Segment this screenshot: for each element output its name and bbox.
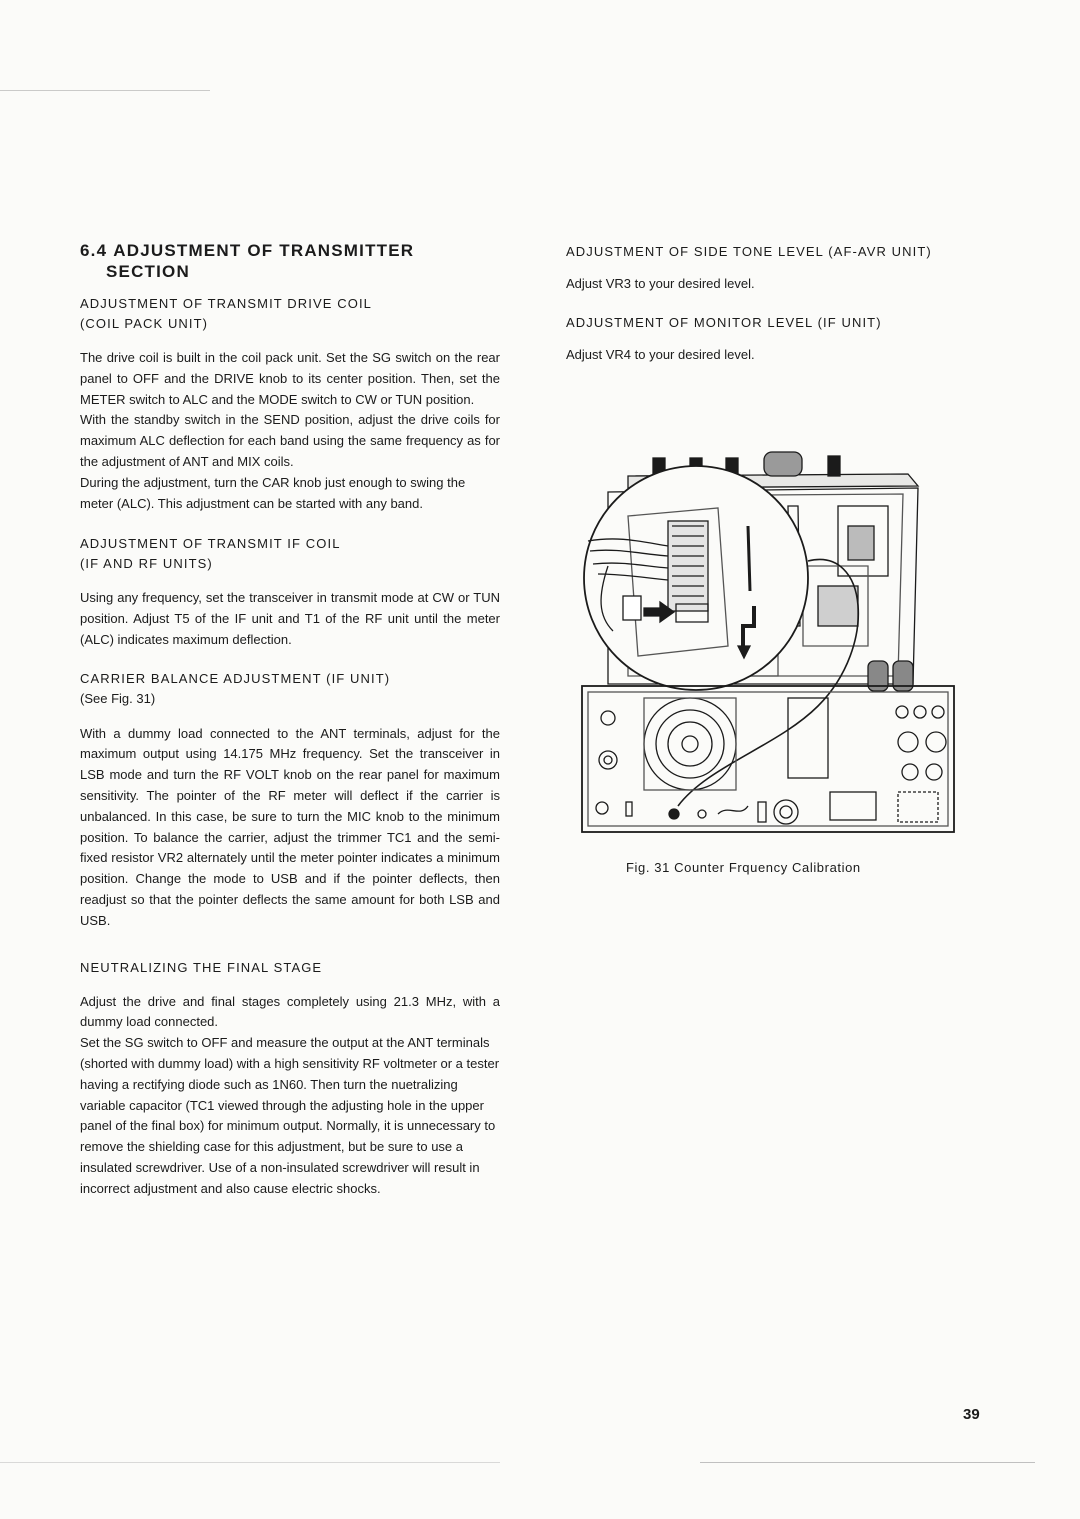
drive-coil-paragraph-1: The drive coil is built in the coil pack unit. Set the SG switch on the rear panel to OFF and the DRIVE knob to its center position. Then, set the METER switch to ALC and the MODE switch to CW or TUN position. xyxy=(80,350,500,407)
left-column xyxy=(80,240,500,1200)
scan-artifact-bottom-left xyxy=(0,1462,500,1463)
if-coil-heading: ADJUSTMENT OF TRANSMIT IF COIL (IF AND RF UNITS) xyxy=(80,536,341,572)
drive-coil-paragraph-2: With the standby switch in the SEND position, adjust the drive coils for maximum ALC deflection for each band using the same frequency as for the adjustment of ANT and MIX coils. xyxy=(80,412,500,469)
monitor-heading: ADJUSTMENT OF MONITOR LEVEL (IF UNIT) xyxy=(566,314,882,330)
drive-coil-paragraph-3: During the adjustment, turn the CAR knob just enough to swing the meter (ALC). This adjustment can be started with any band. xyxy=(80,474,466,511)
side-tone-heading: ADJUSTMENT OF SIDE TONE LEVEL (AF-AVR UNIT) xyxy=(566,244,932,259)
drive-coil-heading: ADJUSTMENT OF TRANSMIT DRIVE COIL (COIL PACK UNIT) xyxy=(80,296,372,331)
carrier-balance-body xyxy=(80,724,500,932)
if-coil-paragraph-1: Using any frequency, set the transceiver in transmit mode at CW or TUN position. Adjust T5 of the IF unit and T1 of the RF unit until the meter (ALC) indicates maximum deflection. xyxy=(80,590,500,647)
neutralizing-body xyxy=(80,992,500,1200)
carrier-paragraph-1: With a dummy load connected to the ANT terminals, adjust for the maximum output using 14.175 MHz frequency. Set the transceiver in LSB mode and turn the RF VOLT knob on the rear panel for maximum sensitivity. The pointer of the RF meter will deflect if the carrier is unbalanced. In this case, be sure to turn the MIC knob to the minimum position. To balance the carrier, adjust the trimmer TC1 and the semi-fixed resistor VR2 alternately until the meter pointer indicates a minimum position. Change the mode to USB and if the pointer deflects, then readjust so that the pointer deflects the same amount for both LSB and USB. xyxy=(80,725,500,928)
neutralizing-paragraph-2: Set the SG switch to OFF and measure the output at the ANT terminals (shorted with dummy load) with a high sensitivity RF voltmeter or a tester having a rectifying diode such as 1N60. Then turn the nuetralizing variable capacitor (TC1 viewed through the adjusting hole in the upper panel of the final box) for minimum output. Normally, it is unnecessary to remove the shielding case for this adjustment, but be sure to use a insulated screwdriver. Use of a non-insulated screwdriver will result in incorrect adjustment and also cause electric shocks. xyxy=(80,1035,500,1196)
figure-31-illustration xyxy=(568,446,960,841)
page-number: 39 xyxy=(963,1406,980,1423)
carrier-balance-heading: CARRIER BALANCE ADJUSTMENT (IF UNIT) xyxy=(80,670,391,686)
section-title xyxy=(80,240,500,282)
side-tone-body: Adjust VR3 to your desired level. xyxy=(566,276,755,291)
if-coil-body xyxy=(80,588,500,650)
scan-artifact-top xyxy=(0,90,210,91)
section-title-line-1: ADJUSTMENT OF TRANSMITTER xyxy=(113,241,415,260)
right-column xyxy=(566,240,986,366)
section-number: 6.4 xyxy=(80,241,108,260)
scan-artifact-bottom-right xyxy=(700,1462,1035,1463)
neutralizing-paragraph-1: Adjust the drive and final stages completely using 21.3 MHz, with a dummy load connected. xyxy=(80,993,500,1030)
figure-caption: Fig. 31 Counter Frquency Calibration xyxy=(626,860,861,875)
monitor-body: Adjust VR4 to your desired level. xyxy=(566,346,755,362)
section-title-line-2: SECTION xyxy=(106,262,190,281)
carrier-see-fig: (See Fig. 31) xyxy=(80,690,156,706)
neutralizing-heading: NEUTRALIZING THE FINAL STAGE xyxy=(80,959,323,975)
drive-coil-body xyxy=(80,348,500,514)
